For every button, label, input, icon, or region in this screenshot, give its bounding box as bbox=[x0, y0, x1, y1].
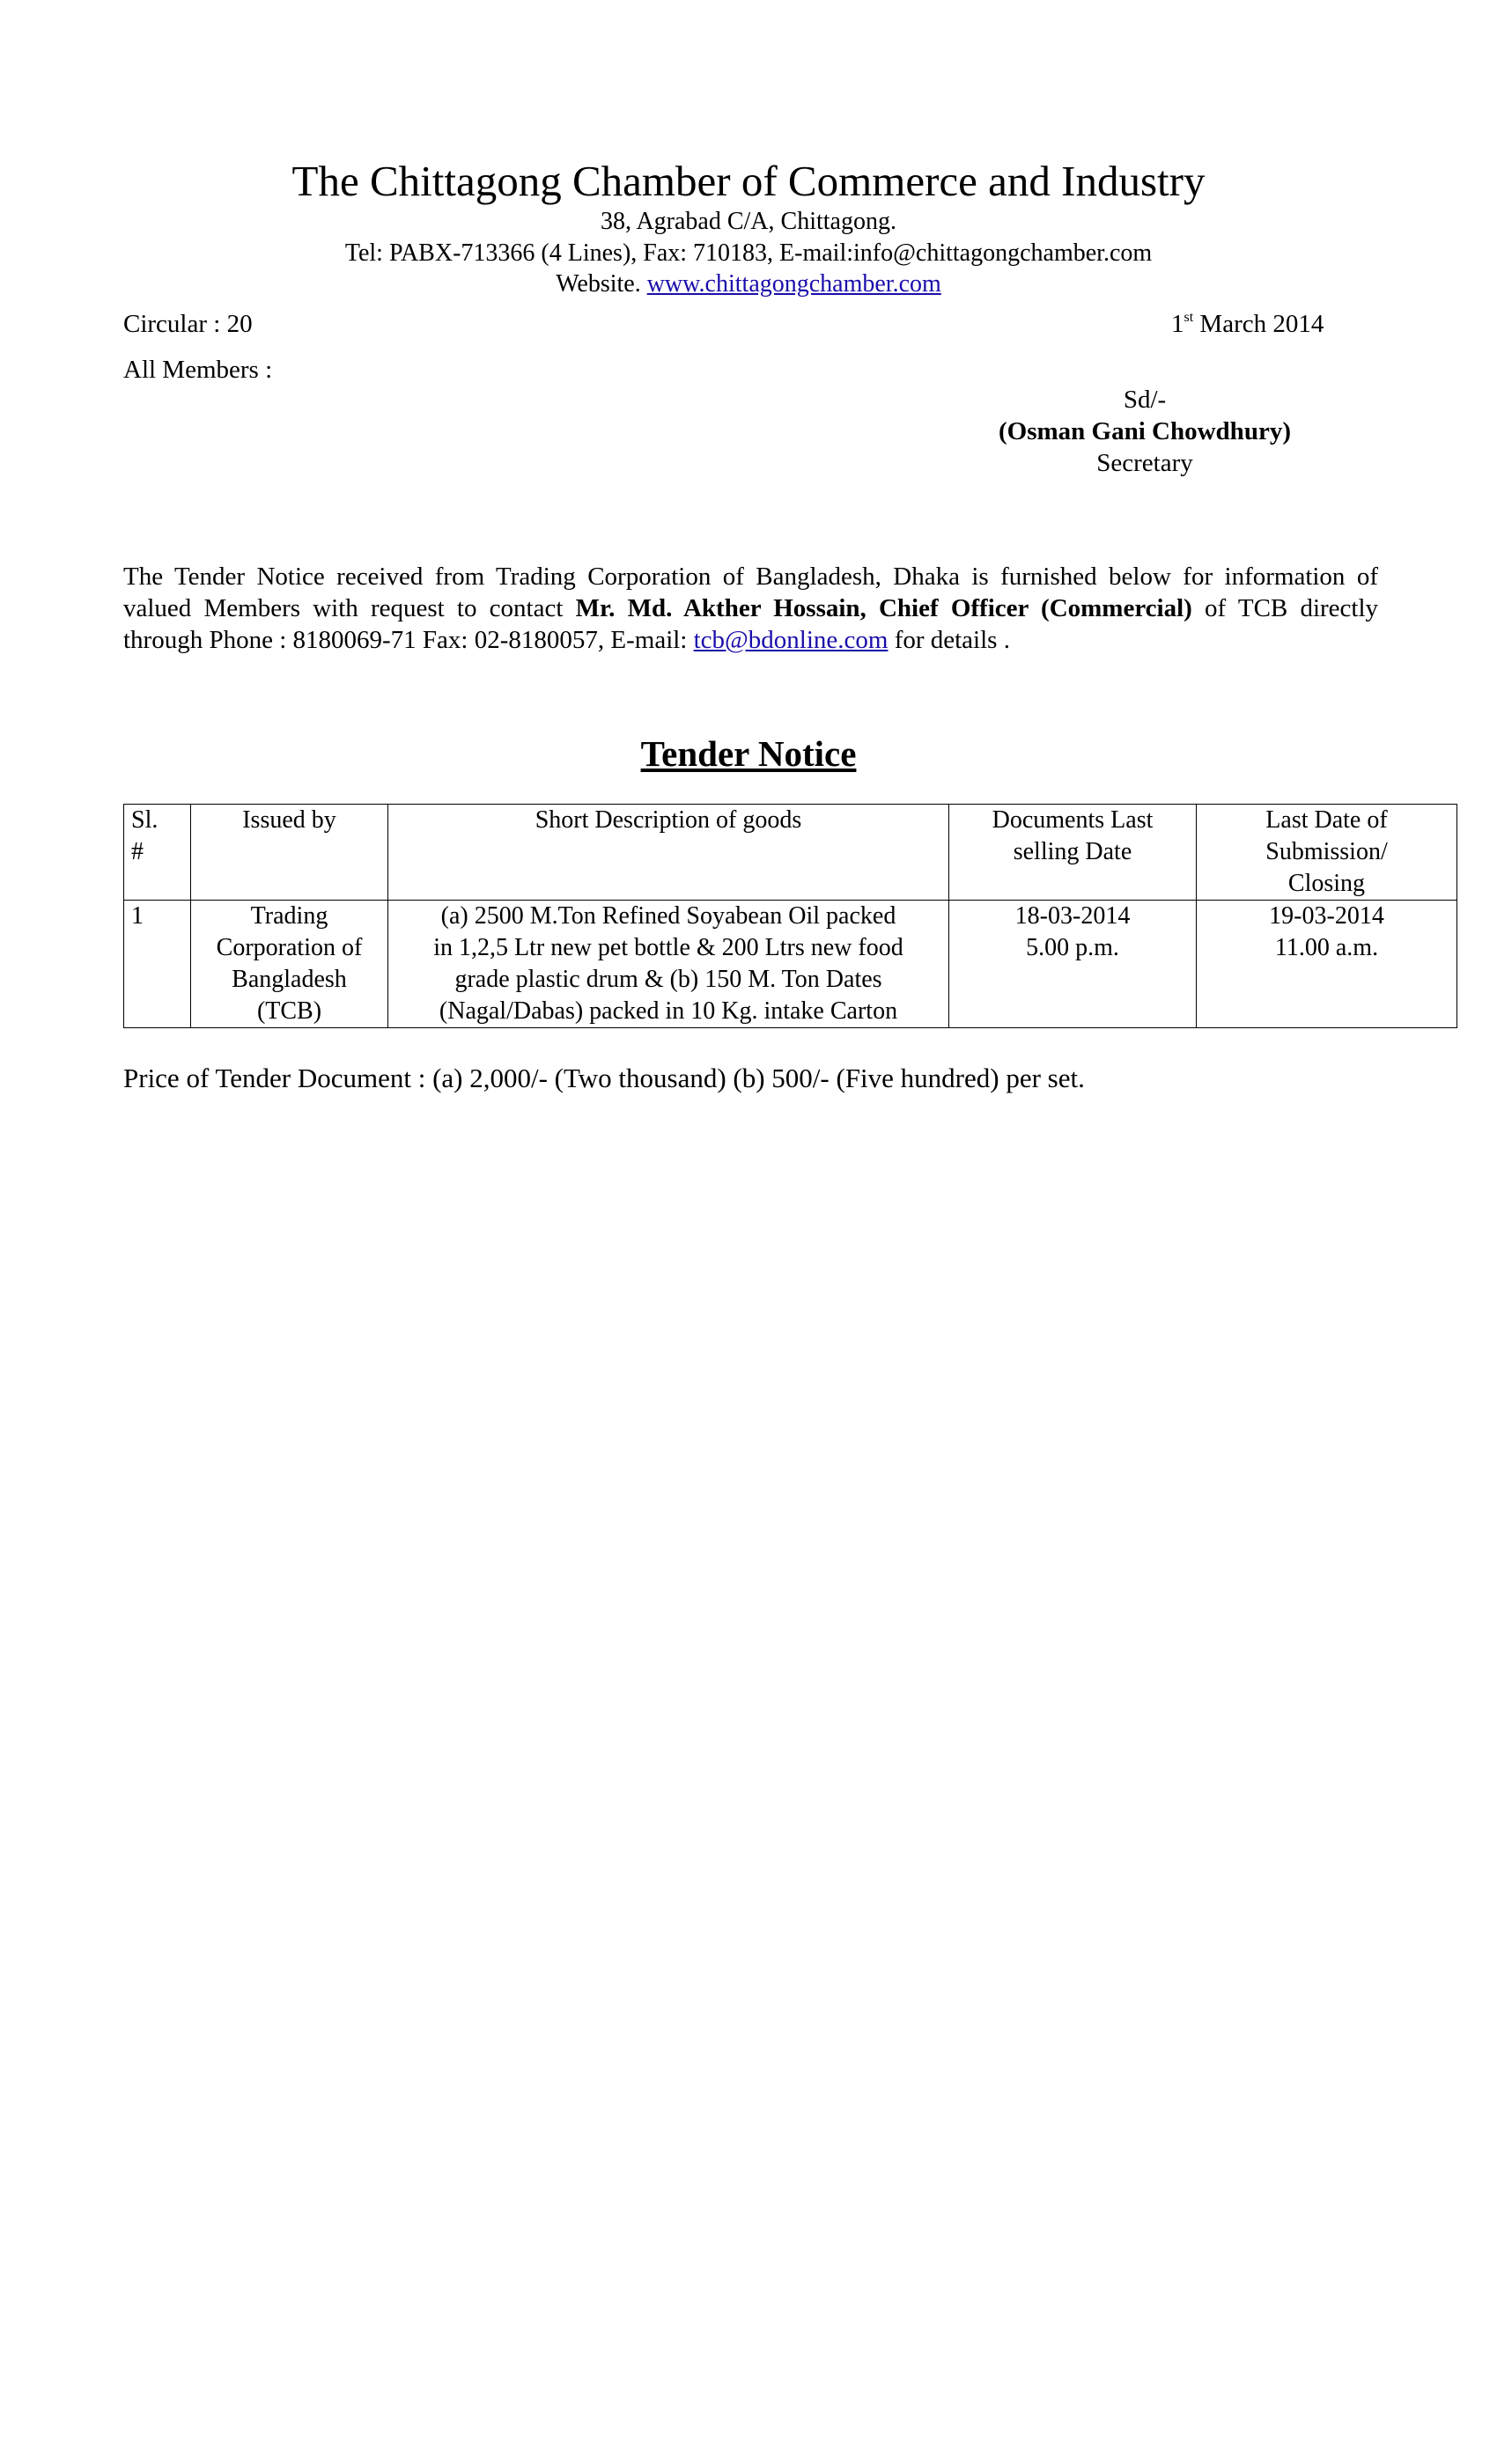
intro-paragraph bbox=[123, 561, 1378, 656]
circular-date bbox=[1171, 308, 1324, 340]
header-last-line: Submission/ bbox=[1265, 838, 1388, 865]
docs-date: 18-03-2014 bbox=[1014, 902, 1131, 930]
website-link[interactable]: www.chittagongchamber.com bbox=[646, 270, 941, 298]
intro-line-2-pre: valued Members with request to contact bbox=[123, 594, 564, 622]
desc-line: in 1,2,5 Ltr new pet bottle & 200 Ltrs new food bbox=[433, 934, 903, 961]
tcb-email-link[interactable]: tcb@bdonline.com bbox=[693, 626, 889, 654]
header-last-line: Closing bbox=[1287, 870, 1366, 897]
header-issued-by: Issued by bbox=[191, 805, 388, 901]
intro-line-1: The Tender Notice received from Trading Corporation of Bangladesh, Dhaka is furnished below for information of bbox=[123, 563, 1378, 591]
header-sl-line: Sl. bbox=[131, 806, 159, 834]
last-time: 11.00 a.m. bbox=[1274, 934, 1379, 961]
date-suffix: st bbox=[1184, 310, 1194, 325]
desc-line: (a) 2500 M.Ton Refined Soyabean Oil packed bbox=[440, 902, 896, 930]
last-date: 19-03-2014 bbox=[1269, 902, 1384, 930]
tender-table bbox=[123, 804, 1457, 1028]
issued-line: Trading bbox=[250, 902, 328, 930]
issued-line: (TCB) bbox=[256, 997, 322, 1025]
addressee: All Members : bbox=[123, 356, 273, 384]
intro-line-2 bbox=[123, 592, 1378, 624]
date-rest: March 2014 bbox=[1199, 310, 1324, 338]
table-row bbox=[124, 901, 1457, 1028]
desc-line: (Nagal/Dabas) packed in 10 Kg. intake Carton bbox=[439, 997, 898, 1025]
header-sl-line: # bbox=[131, 838, 144, 865]
cell-last-date bbox=[1197, 901, 1457, 1028]
date-day: 1 bbox=[1171, 310, 1184, 338]
cell-issued-by bbox=[191, 901, 388, 1028]
circular-number: Circular : 20 bbox=[123, 310, 253, 338]
org-website-line bbox=[0, 268, 1497, 300]
intro-line-2-post: of TCB directly bbox=[1205, 594, 1379, 622]
intro-line-3-post: for details . bbox=[894, 626, 1010, 654]
header-docs-line: Documents Last bbox=[992, 806, 1154, 834]
org-address: 38, Agrabad C/A, Chittagong. bbox=[601, 208, 896, 235]
intro-line-3-pre: through Phone : 8180069-71 Fax: 02-8180057, E-mail: bbox=[123, 626, 688, 654]
header-docs-line: selling Date bbox=[1013, 838, 1132, 865]
header-sl bbox=[124, 805, 191, 901]
signature-sd: Sd/- bbox=[1123, 386, 1167, 414]
table-header-row bbox=[124, 805, 1457, 901]
desc-line: grade plastic drum & (b) 150 M. Ton Dates bbox=[454, 966, 882, 993]
contact-person: Mr. Md. Akther Hossain, Chief Officer (Commercial) bbox=[575, 594, 1192, 622]
header-last-line: Last Date of bbox=[1265, 806, 1388, 834]
price-note: Price of Tender Document : (a) 2,000/- (Two thousand) (b) 500/- (Five hundred) per set. bbox=[123, 1063, 1085, 1093]
issued-line: Bangladesh bbox=[232, 966, 347, 993]
org-contact: Tel: PABX-713366 (4 Lines), Fax: 710183, E-mail:info@chittagongchamber.com bbox=[344, 239, 1153, 267]
issued-line: Corporation of bbox=[216, 934, 363, 961]
header-docs-date bbox=[949, 805, 1197, 901]
signatory-title: Secretary bbox=[1096, 449, 1193, 477]
cell-docs-date bbox=[949, 901, 1197, 1028]
signatory-name: (Osman Gani Chowdhury) bbox=[999, 417, 1291, 445]
header-description: Short Description of goods bbox=[388, 805, 949, 901]
org-title: The Chittagong Chamber of Commerce and Industry bbox=[291, 157, 1206, 205]
notice-heading: Tender Notice bbox=[640, 733, 857, 774]
intro-line-3 bbox=[123, 624, 1378, 656]
header-last-date bbox=[1197, 805, 1457, 901]
cell-sl: 1 bbox=[124, 901, 191, 1028]
website-prefix: Website. bbox=[556, 270, 641, 298]
cell-description bbox=[388, 901, 949, 1028]
docs-time: 5.00 p.m. bbox=[1026, 934, 1119, 961]
